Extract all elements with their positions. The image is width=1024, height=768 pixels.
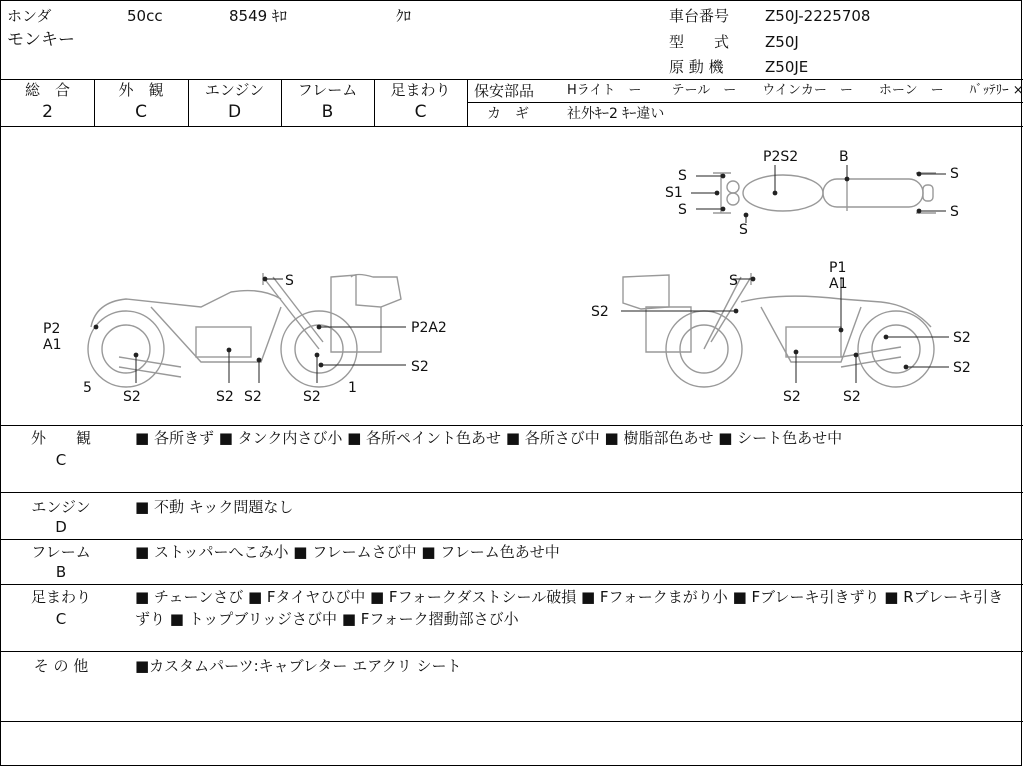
section-other-label: そ の 他 — [33, 657, 89, 675]
frame-number: Z50J-2225708 — [765, 7, 871, 25]
grade-suspension-label: 足まわり — [390, 81, 451, 99]
marker-label: S2 — [411, 359, 429, 375]
marker-label: S — [285, 273, 294, 289]
key-value: 社外ｷｰ2 ｷｰ違い — [567, 106, 665, 122]
marker-label: A1 — [829, 276, 848, 292]
section-frame-text: ■ ストッパーへこみ小 ■ フレームさび中 ■ フレーム色あせ中 — [135, 543, 560, 561]
marker-label: S2 — [303, 389, 321, 405]
marker-label: P2 — [43, 321, 61, 337]
marker-label: S — [950, 166, 959, 182]
marker-label: 1 — [348, 380, 357, 396]
marker-label: S2 — [216, 389, 234, 405]
section-suspension-grade: C — [55, 610, 67, 628]
marker-label: P2S2 — [763, 149, 799, 165]
divider — [1, 539, 1023, 540]
marker-label: S1 — [665, 185, 683, 201]
section-exterior-grade: C — [55, 451, 67, 469]
grade-exterior-label: 外 観 — [118, 81, 164, 99]
section-suspension-label: 足まわり — [30, 588, 91, 606]
section-exterior-label: 外 観 — [30, 429, 91, 447]
section-engine-label: エンジン — [31, 498, 91, 516]
grade-suspension-value: C — [414, 102, 427, 122]
marker-label: P1 — [829, 260, 847, 276]
divider — [1, 425, 1023, 426]
grade-engine-label: エンジン — [204, 81, 265, 99]
marker-label: S2 — [953, 360, 971, 376]
maker: ホンダ — [7, 7, 52, 25]
bike-left-view — [88, 273, 401, 387]
marker-label: S2 — [244, 389, 262, 405]
divider — [1, 651, 1023, 652]
divider — [1, 79, 1023, 80]
marker-label: S2 — [783, 389, 801, 405]
marker-label: P2A2 — [411, 320, 447, 336]
marker-label: S — [678, 202, 687, 218]
color: ｸﾛ — [396, 7, 412, 25]
section-engine-text: ■ 不動 キック問題なし — [135, 498, 294, 516]
section-frame-grade: B — [55, 563, 67, 581]
mileage: 8549 ｷﾛ — [229, 7, 287, 25]
type-label: 型 式 — [669, 33, 730, 51]
engine-value: Z50JE — [765, 58, 809, 76]
marker-label: B — [839, 149, 849, 165]
key-label: カ ギ — [487, 106, 529, 122]
marker-label: S2 — [591, 304, 609, 320]
grade-frame-label: フレーム — [297, 81, 358, 99]
damage-diagram — [1, 127, 1023, 425]
divider — [1, 584, 1023, 585]
bike-top-view — [713, 173, 936, 213]
grade-exterior-value: C — [135, 102, 147, 122]
marker-label: S — [678, 168, 687, 184]
marker-label: S2 — [123, 389, 141, 405]
marker-label: 5 — [83, 380, 92, 396]
bike-right-view — [623, 273, 934, 387]
section-engine-grade: D — [55, 518, 67, 536]
section-exterior-text: ■ 各所きず ■ タンク内さび小 ■ 各所ペイント色あせ ■ 各所さび中 ■ 樹脂部色あせ ■ シート色あせ中 — [135, 429, 843, 447]
divider — [467, 102, 1023, 103]
divider — [1, 492, 1023, 493]
grade-frame-value: B — [321, 102, 334, 122]
divider — [1, 721, 1023, 722]
section-suspension-text: ■ チェーンさび ■ Fタイヤひび中 ■ Fフォークダストシール破損 ■ Fフォークまがり小 ■ Fブレーキ引きずり ■ Rブレーキ引きずり ■ トップブリッジさび中 ■ Fフォーク摺動部さび小 — [135, 588, 1004, 628]
marker-label: S — [729, 273, 738, 289]
marker-label: S2 — [843, 389, 861, 405]
grade-total-value: 2 — [42, 102, 53, 122]
model-name: モンキー — [7, 30, 75, 50]
frame-label: 車台番号 — [669, 7, 730, 25]
safety-items: Hライト ー テール ー ウインカー ー ホーン ー ﾊﾞｯﾃﾘｰ × — [567, 83, 1024, 98]
divider — [467, 79, 468, 126]
marker-label: S — [739, 222, 748, 238]
type-value: Z50J — [765, 33, 799, 51]
marker-label: S — [950, 204, 959, 220]
marker-label: S2 — [953, 330, 971, 346]
marker-label: A1 — [43, 337, 62, 353]
grade-engine-value: D — [227, 102, 242, 122]
section-frame-label: フレーム — [31, 543, 91, 561]
displacement: 50cc — [127, 7, 163, 25]
engine-label: 原 動 機 — [669, 58, 724, 76]
grade-total-label: 総 合 — [24, 81, 70, 99]
safety-title: 保安部品 — [474, 82, 535, 100]
section-other-text: ■カスタムパーツ:キャブレター エアクリ シート — [135, 657, 462, 675]
